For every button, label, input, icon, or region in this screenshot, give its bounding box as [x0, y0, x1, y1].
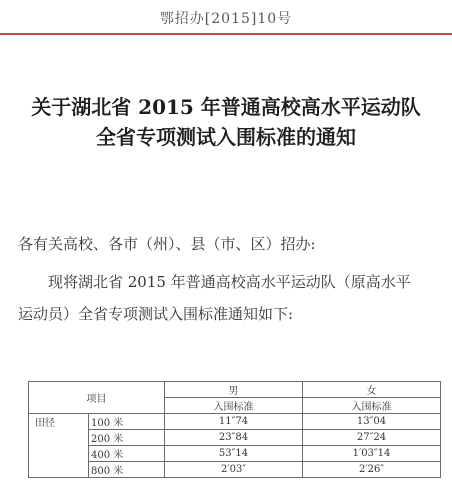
category-cell: 田径 [29, 414, 89, 478]
red-divider [0, 33, 452, 35]
table-row [29, 446, 441, 462]
female-standard-cell: 27″24 [303, 430, 441, 446]
male-header: 男 [165, 382, 303, 398]
salutation: 各有关高校、各市（州）、县（市、区）招办: [18, 235, 316, 253]
event-cell: 800 米 [89, 462, 165, 478]
item-header: 项目 [29, 382, 165, 414]
female-standard-cell: 1′03″14 [303, 446, 441, 462]
male-standard-cell: 53″14 [165, 446, 303, 462]
title-line-2: 全省专项测试入围标准的通知 [96, 125, 356, 149]
female-standard-cell: 2′26″ [303, 462, 441, 478]
table-row [29, 462, 441, 478]
male-standard-cell: 2′03″ [165, 462, 303, 478]
male-standard-header: 入围标准 [165, 398, 303, 414]
male-standard-cell: 23″84 [165, 430, 303, 446]
male-standard-cell: 11″74 [165, 414, 303, 430]
standards-table [28, 381, 441, 478]
event-cell: 200 米 [89, 430, 165, 446]
event-cell: 100 米 [89, 414, 165, 430]
event-cell: 400 米 [89, 446, 165, 462]
document-title [0, 92, 452, 152]
female-standard-cell: 13″04 [303, 414, 441, 430]
table-row [29, 430, 441, 446]
female-header: 女 [303, 382, 441, 398]
document-number: 鄂招办[2015]10号 [159, 11, 293, 27]
body-paragraph [18, 266, 443, 330]
body-line-2: 运动员）全省专项测试入围标准通知如下: [18, 305, 294, 323]
table-header-row [29, 382, 441, 398]
female-standard-header: 入围标准 [303, 398, 441, 414]
table-row [29, 414, 441, 430]
body-line-1: 现将湖北省 2015 年普通高校高水平运动队（原高水平 [48, 273, 411, 291]
title-line-1: 关于湖北省 2015 年普通高校高水平运动队 [31, 95, 421, 119]
